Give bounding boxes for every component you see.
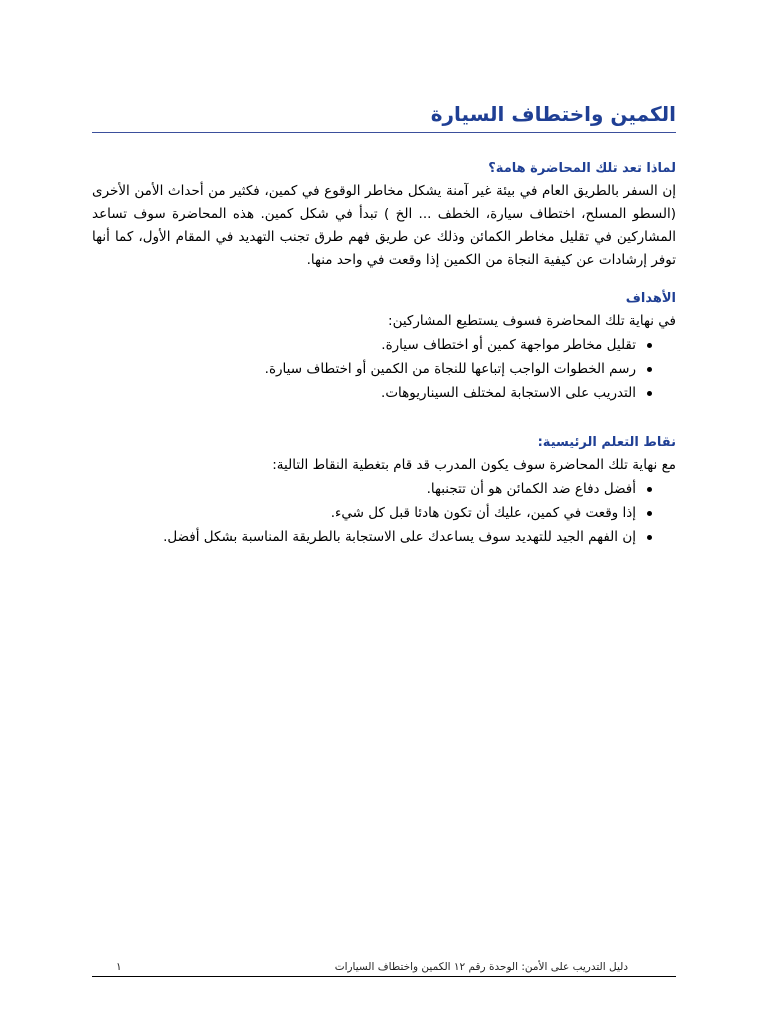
list-item-text: أفضل دفاع ضد الكمائن هو أن تتجنبها. <box>426 481 636 497</box>
list-item-text: التدريب على الاستجابة لمختلف السيناريوهات. <box>381 385 636 401</box>
key-points-list <box>92 477 676 549</box>
objectives-list <box>92 333 676 405</box>
list-item <box>92 501 676 525</box>
footer-text: دليل التدريب على الأمن: الوحدة رقم ١٢ الكمين واختطاف السيارات <box>334 961 628 973</box>
key-points-section <box>92 432 676 549</box>
bullet-icon <box>647 487 652 492</box>
page-title: الكمين واختطاف السيارة <box>430 102 676 126</box>
objectives-lead: في نهاية تلك المحاضرة فسوف يستطيع المشاركين: <box>388 313 676 329</box>
key-points-lead: مع نهاية تلك المحاضرة سوف يكون المدرب قد قام بتغطية النقاط التالية: <box>272 457 676 473</box>
bullet-icon <box>647 343 652 348</box>
list-item <box>92 381 676 405</box>
objectives-heading: الأهداف <box>625 291 676 306</box>
list-item <box>92 525 676 549</box>
list-item <box>92 357 676 381</box>
why-heading: لماذا تعد تلك المحاضرة هامة؟ <box>488 161 676 176</box>
bullet-icon <box>647 511 652 516</box>
footer-divider <box>92 976 676 977</box>
list-item <box>92 333 676 357</box>
bullet-icon <box>647 535 652 540</box>
why-section <box>92 158 676 272</box>
bullet-icon <box>647 391 652 396</box>
list-item <box>92 477 676 501</box>
title-divider <box>92 132 676 133</box>
list-item-text: إن الفهم الجيد للتهديد سوف يساعدك على الاستجابة بالطريقة المناسبة بشكل أفضل. <box>163 529 636 545</box>
key-points-heading: نقاط التعلم الرئيسية: <box>537 435 676 450</box>
objectives-section <box>92 288 676 405</box>
why-paragraph: إن السفر بالطريق العام في بيئة غير آمنة يشكل مخاطر الوقوع في كمين، فكثير من أحداث الأمن الأخرى (السطو المسلح، اختطاف سيارة، الخطف ... الخ ) تبدأ في شكل كمين. هذه المحاضرة سوف تساعد المشاركين في تقليل مخاطر الكمائن وذلك عن طريق فهم طرق تجنب التهديد في المقام الأول، كما أنها توفر إرشادات عن كيفية النجاة من الكمين إذا وقعت في واحد منها. <box>92 183 676 268</box>
list-item-text: رسم الخطوات الواجب إتباعها للنجاة من الكمين أو اختطاف سيارة. <box>264 361 636 377</box>
list-item-text: إذا وقعت في كمين، عليك أن تكون هادئا قبل كل شيء. <box>330 505 636 521</box>
bullet-icon <box>647 367 652 372</box>
list-item-text: تقليل مخاطر مواجهة كمين أو اختطاف سيارة. <box>381 337 636 353</box>
footer-page-number: ١ <box>116 961 122 973</box>
